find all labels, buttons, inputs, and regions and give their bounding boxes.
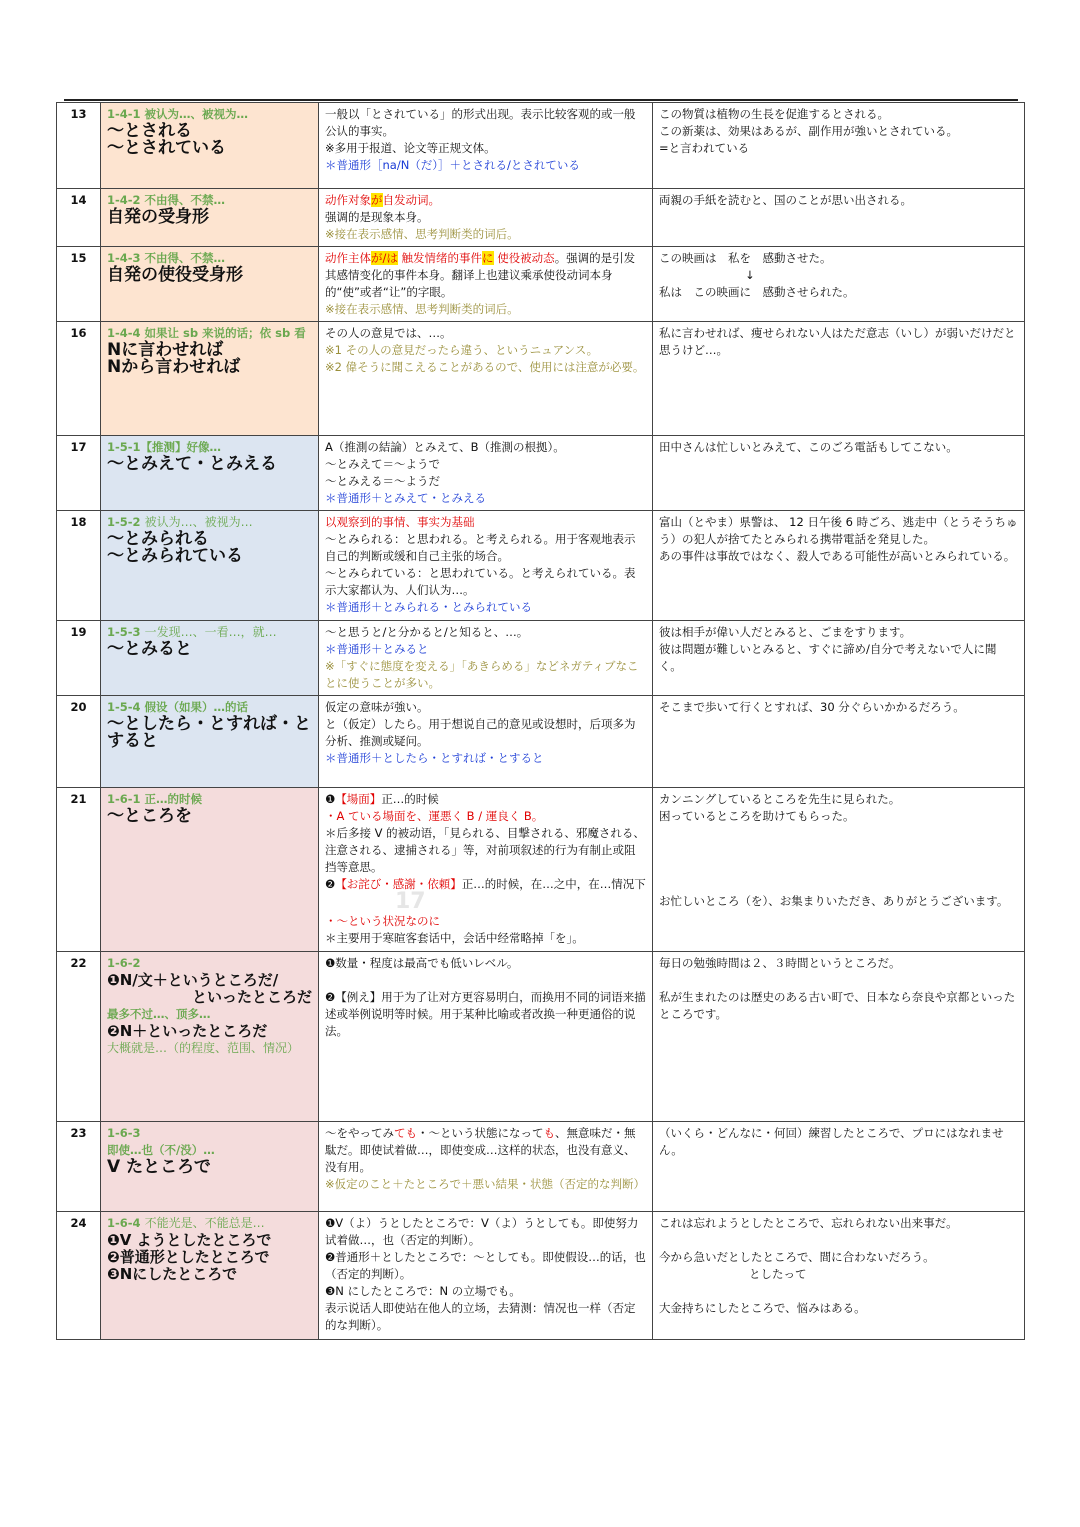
row-number: 23 (57, 1122, 101, 1212)
table-row (57, 247, 1025, 322)
grammar-title: 1-4-4 如果让 sb 来说的话；依 sb 看 Nに言わせれば Nから言わせれば (101, 322, 319, 436)
explanation-cell: ❶【場面】正…的时候 ・A ている場面を、運悪く B / 運良く B。 ＊后多接 V 的被动语，「見られる、目撃される、邪魔される、注意される、逮捕される」等，对前项叙述的行为有制止或阻挡等意思。 ❷【お詫び・感謝・依頼】正…的时候，在…之中，在…情况下17 ・～という状況なのに ＊主要用于寒暄客套话中，会话中经常略掉「を」。 (319, 788, 653, 952)
example-cell: この映画は 私を 感動させた。 ↓ 私は この映画に 感動させられた。 (653, 247, 1025, 322)
row-number: 13 (57, 103, 101, 189)
explanation-cell: ❶V（よ）うとしたところで：V（よ）うとしても。即使努力试着做…，也（否定的判断）。 ❷普通形＋としたところで：～としても。即使假设…的话，也（否定的判断）。 ❸N にしたところで：N の立場でも。 表示说话人即使站在他人的立场，去猜测：情况也一样（否定的な判断）。 (319, 1212, 653, 1340)
grammar-table (56, 102, 1025, 1340)
grammar-title: 1-6-4 不能光是、不能总是… ❶V ようとしたところで ❷普通形としたところで ❸Nにしたところで (101, 1212, 319, 1340)
row-number: 22 (57, 952, 101, 1122)
table-row (57, 511, 1025, 621)
example-cell: カンニングしているところを先生に見られた。 困っているところを助けてもらった。 お忙しいところ（を）、お集まりいただき、ありがとうございます。 (653, 788, 1025, 952)
example-cell: 田中さんは忙しいとみえて、このごろ電話もしてこない。 (653, 436, 1025, 511)
row-number: 19 (57, 621, 101, 696)
table-row (57, 952, 1025, 1122)
grammar-title: 1-4-1 被认为…、被视为… ～とされる ～とされている (101, 103, 319, 189)
example-cell: 私に言わせれば、痩せられない人はただ意志（いし）が弱いだけだと思うけど…。 (653, 322, 1025, 436)
row-number: 14 (57, 189, 101, 247)
table-row (57, 322, 1025, 436)
grammar-title: 1-4-3 不由得、不禁… 自発の使役受身形 (101, 247, 319, 322)
explanation-cell: 动作主体が/は 触发情绪的事件に 使役被动态。强调的是引发其感情变化的事件本身。翻译上也建议乘承使役动词本身的“使”或者“让”的字眼。 ※接在表示感情、思考判断类的词后。 (319, 247, 653, 322)
table-row (57, 1122, 1025, 1212)
explanation-cell: ～をやってみても・～という状態になっても、無意味だ・無駄だ。即使试着做…，即使变成…这样的状态，也没有意义、没有用。 ※仮定のこと＋たところで＋悪い結果・状態（否定的な判断） (319, 1122, 653, 1212)
explanation-cell: その人の意見では、…。 ※1 その人の意見だったら違う、というニュアンス。 ※2 偉そうに聞こえることがあるので、使用には注意が必要。 (319, 322, 653, 436)
example-cell: （いくら・どんなに・何回）練習したところで、プロにはなれません。 (653, 1122, 1025, 1212)
row-number: 17 (57, 436, 101, 511)
grammar-title: 1-5-1【推测】好像… ～とみえて・とみえる (101, 436, 319, 511)
table-row (57, 436, 1025, 511)
example-cell: そこまで歩いて行くとすれば、30 分ぐらいかかるだろう。 (653, 696, 1025, 788)
example-cell: この物質は植物の生長を促進するとされる。 この新薬は、効果はあるが、副作用が強いとされている。 =と言われている (653, 103, 1025, 189)
example-cell: 彼は相手が偉い人だとみると、ごまをすります。 彼は問題が難しいとみると、すぐに諦め/自分で考えないで人に聞く。 (653, 621, 1025, 696)
row-number: 21 (57, 788, 101, 952)
example-cell: これは忘れようとしたところで、忘れられない出来事だ。 今から急いだとしたところで、間に合わないだろう。 としたって 大金持ちにしたところで、悩みはある。 (653, 1212, 1025, 1340)
grammar-title: 1-6-2 ❶N/文＋というところだ/ といったところだ 最多不过…、顶多… ❷N＋といったところだ 大概就是…（的程度、范围、情况） (101, 952, 319, 1122)
row-number: 16 (57, 322, 101, 436)
explanation-cell: ❶数量・程度は最高でも低いレベル。 ❷【例え】用于为了让对方更容易明白，而换用不同的词语来描述或举例说明等时候。用于某种比喻或者改换一种更通俗的说法。 (319, 952, 653, 1122)
table-row (57, 696, 1025, 788)
row-number: 18 (57, 511, 101, 621)
explanation-cell: 以观察到的事情、事实为基础 ～とみられる：と思われる。と考えられる。用于客观地表示自己的判断或缓和自己主张的场合。 ～とみられている：と思われている。と考えられている。表示大家都认为、人们认为…。 ＊普通形＋とみられる・とみられている (319, 511, 653, 621)
page-watermark: 17 (395, 889, 426, 914)
explanation-cell: ～と思うと/と分かると/と知ると、…。 ＊普通形＋とみると ※「すぐに態度を変える」「あきらめる」などネガティブなことに使うことが多い。 (319, 621, 653, 696)
grammar-title: 1-6-3 即使…也（不/没）… V たところで (101, 1122, 319, 1212)
example-cell: 両親の手紙を読むと、国のことが思い出される。 (653, 189, 1025, 247)
table-row (57, 103, 1025, 189)
explanation-cell: 仮定の意味が強い。 と（仮定）したら。用于想说自己的意见或设想时，后项多为分析、推测或疑问。 ＊普通形＋としたら・とすれば・とすると (319, 696, 653, 788)
table-row (57, 621, 1025, 696)
row-number: 20 (57, 696, 101, 788)
explanation-cell: A（推測の結論）とみえて、B（推測の根拠）。 ～とみえて＝～ようで ～とみえる＝～ようだ ＊普通形＋とみえて・とみえる (319, 436, 653, 511)
table-row (57, 788, 1025, 952)
explanation-cell: 动作对象が自发动词。 强调的是现象本身。 ※接在表示感情、思考判断类的词后。 (319, 189, 653, 247)
explanation-cell: 一般以「とされている」的形式出现。表示比较客观的或一般公认的事实。 ※多用于报道、论文等正规文体。 ＊普通形［na/N（だ）］＋とされる/とされている (319, 103, 653, 189)
example-cell: 富山（とやま）県警は、 12 日午後 6 時ごろ、逃走中（とうそうちゅう）の犯人が捨てたとみられる携帯電話を発見した。 あの事件は事故ではなく、殺人である可能性が高いとみられている。 (653, 511, 1025, 621)
grammar-title: 1-6-1 正…的时候 ～ところを (101, 788, 319, 952)
table-row (57, 189, 1025, 247)
grammar-title: 1-5-4 假设（如果）…的话 ～としたら・とすれば・とすると (101, 696, 319, 788)
top-rule (64, 99, 1018, 101)
row-number: 24 (57, 1212, 101, 1340)
grammar-title: 1-5-2 被认为…、被视为… ～とみられる ～とみられている (101, 511, 319, 621)
example-cell: 毎日の勉強時間は２、３時間というところだ。 私が生まれたのは歴史のある古い町で、日本なら奈良や京都といったところです。 (653, 952, 1025, 1122)
grammar-title: 1-5-3 一发现…、一看…，就… ～とみると (101, 621, 319, 696)
grammar-title: 1-4-2 不由得、不禁… 自発の受身形 (101, 189, 319, 247)
row-number: 15 (57, 247, 101, 322)
table-row (57, 1212, 1025, 1340)
